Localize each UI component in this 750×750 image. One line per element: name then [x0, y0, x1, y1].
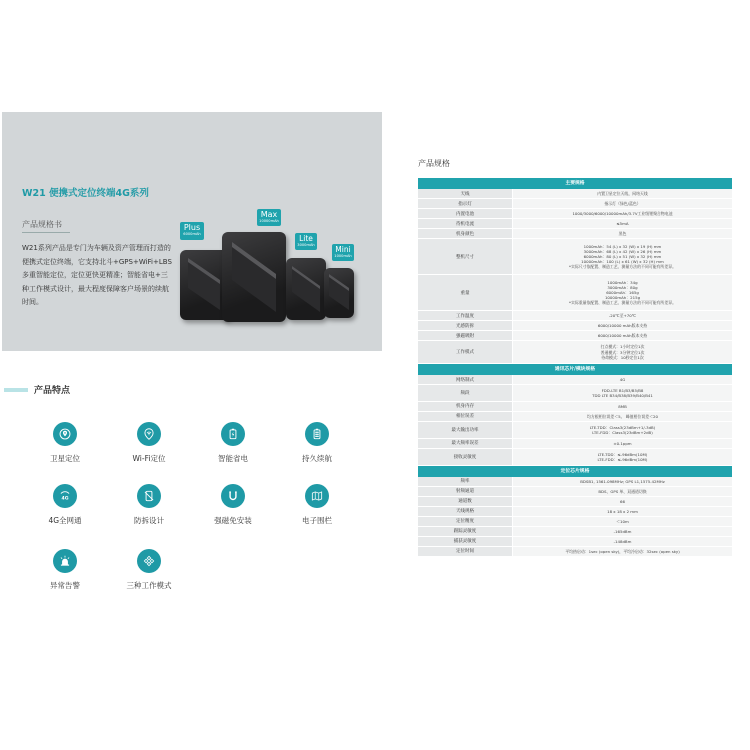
spec-section-header: 通讯芯片/模块规格: [418, 364, 732, 375]
spec-value-line: 6000mAh：80 (L) x 51 (W) x 32 (H) mm: [583, 253, 662, 259]
wifi-location-icon: [137, 422, 161, 446]
mini-capacity: 1000mAh: [334, 253, 352, 258]
spec-row: [418, 199, 732, 209]
spec-value-line: 8MB: [618, 403, 627, 409]
spec-value: [512, 219, 732, 228]
spec-row: [418, 547, 732, 557]
long-battery-icon: [305, 422, 329, 446]
max-capacity: 10000mAh: [259, 219, 279, 223]
spec-value-line: 4G: [619, 377, 626, 383]
spec-key: 机身内存: [418, 402, 512, 411]
spec-value: [512, 311, 732, 320]
device-lite: [286, 258, 326, 320]
spec-value-line: 3000mAh：80g: [607, 284, 638, 290]
spec-key: 定位精度: [418, 517, 512, 526]
feature-label: 异常告警: [50, 581, 80, 590]
spec-value-line: 1000mAh：34g: [607, 279, 638, 285]
spec-key: 捕获灵敏度: [418, 537, 512, 546]
spec-row: [418, 497, 732, 507]
feature-label: 防拆设计: [134, 516, 164, 525]
spec-row: [418, 219, 732, 229]
spec-key: 跟踪灵敏度: [418, 527, 512, 536]
feature-label: 持久续航: [302, 454, 332, 463]
spec-row: [418, 385, 732, 402]
product-hero-banner: [2, 112, 382, 351]
spec-key: 最大输出功率: [418, 422, 512, 438]
spec-value-line: 均方根相位误差＜5。 峰值相位误差＜20: [587, 413, 658, 419]
feature-label: 强磁免安装: [214, 516, 252, 525]
spec-sheet-subtitle: 产品规格书: [22, 220, 62, 229]
spec-value-line: FDD-LTE B1/B3/B5/B8: [601, 387, 644, 393]
spec-value-line: 黑色: [618, 230, 627, 236]
spec-value-line: 内置卫星定位天线，网络天线: [597, 190, 648, 196]
features-header: [2, 383, 382, 397]
spec-key: 光感防拆: [418, 321, 512, 330]
spec-row: [418, 527, 732, 537]
4g-network-icon: [53, 484, 77, 508]
spec-value-line: 平均热启动：1sec (open sky)，平均冷启动：32sec (open sky): [565, 548, 680, 554]
spec-row: [418, 375, 732, 385]
spec-value-line: -165dBm: [613, 528, 632, 534]
spec-key: 重量: [418, 275, 512, 310]
spec-row: [418, 422, 732, 439]
lite-capacity: 3000mAh: [297, 242, 315, 247]
device-max: [222, 232, 286, 322]
feature-label: Wi-Fi定位: [132, 454, 166, 463]
spec-key: 频段: [418, 385, 512, 401]
alarm-icon: [53, 549, 77, 573]
spec-value: [512, 439, 732, 448]
device-mini: [324, 268, 354, 318]
spec-value: [512, 527, 732, 536]
spec-key: 网络制式: [418, 375, 512, 384]
spec-value: [512, 517, 732, 526]
spec-row: [418, 341, 732, 364]
spec-section-header: 定位芯片规格: [418, 466, 732, 477]
spec-row: [418, 229, 732, 239]
feature-satellite: [25, 422, 105, 464]
spec-value: [512, 321, 732, 330]
spec-row: [418, 477, 732, 487]
spec-row: [418, 507, 732, 517]
anti-tamper-icon: [137, 484, 161, 508]
spec-value: [512, 537, 732, 546]
spec-value-line: LTE-TDD：Class3(23dBm+1/-3dB): [589, 424, 656, 430]
spec-value-line: 66: [620, 498, 625, 504]
spec-row: [418, 189, 732, 199]
spec-key: 待机电流: [418, 219, 512, 228]
spec-value-line: TDD LTE B34/B38/B39/B40/B41: [592, 393, 653, 399]
spec-value-line: 6000mAh：165g: [606, 289, 639, 295]
spec-row: [418, 537, 732, 547]
mini-model-tag: [332, 244, 354, 261]
spec-value-line: LTE-TDD：≤-96dBm(10M): [597, 451, 648, 457]
mini-model-name: Mini: [335, 245, 351, 254]
spec-row: [418, 402, 732, 412]
spec-value-line: 10000mAh：215g: [604, 295, 641, 301]
spec-row: [418, 517, 732, 527]
feature-label: 卫星定位: [50, 454, 80, 463]
spec-key: 内置电池: [418, 209, 512, 218]
features-title: 产品特点: [34, 386, 71, 396]
spec-key: 定位时间: [418, 547, 512, 556]
feature-wifi: [109, 422, 189, 464]
spec-value: [512, 497, 732, 506]
spec-value-line: ≤5mA: [616, 220, 629, 226]
spec-value: [512, 477, 732, 486]
lite-model-name: Lite: [299, 234, 313, 243]
spec-value-line: 待命模式：10秒定位1次: [601, 354, 644, 360]
spec-value: [512, 547, 732, 556]
work-modes-icon: [137, 549, 161, 573]
spec-value-line: 6000/10000 mAh版本支持: [597, 322, 648, 328]
spec-row: [418, 321, 732, 331]
feature-alarm: [25, 549, 105, 591]
features-accent-bar: [4, 388, 28, 392]
battery-saving-icon: [221, 422, 245, 446]
spec-value: [512, 229, 732, 238]
spec-table: [418, 178, 732, 557]
spec-value-line: 1000mAh：54 (L) x 32 (W) x 19 (H) mm: [583, 243, 662, 249]
spec-value-line: -148dBm: [613, 538, 632, 544]
feature-label: 电子围栏: [302, 516, 332, 525]
spec-value-line: *实际重量依配置、制造工艺、测量方法的不同可能有所差异。: [569, 300, 676, 306]
spec-value: [512, 402, 732, 411]
spec-value-line: *实际尺寸依配置、制造工艺、测量方法的不同可能有所差异。: [569, 264, 676, 270]
plus-capacity: 6000mAh: [183, 232, 201, 236]
spec-key: 频率: [418, 477, 512, 486]
spec-row: [418, 487, 732, 497]
spec-key: 整机尺寸: [418, 239, 512, 274]
spec-row: [418, 239, 732, 275]
max-model-name: Max: [260, 210, 278, 219]
spec-key: 天线规格: [418, 507, 512, 516]
subtitle-divider: [22, 232, 70, 233]
spec-value: [512, 487, 732, 496]
spec-value-line: LTE-FDD：Class3(23dBm+2dB): [592, 429, 653, 435]
spec-key: 通道数: [418, 497, 512, 506]
spec-value-line: ±0.1ppm: [613, 440, 632, 446]
spec-row: [418, 449, 732, 466]
feature-anti-tamper: [109, 484, 189, 526]
feature-geofence: [277, 484, 357, 526]
spec-value-line: -20℃至+70℃: [608, 312, 637, 318]
feature-magnet: [193, 484, 273, 526]
spec-value-line: 18 x 18 x 2 mm: [607, 508, 638, 514]
spec-value: [512, 412, 732, 421]
spec-row: [418, 275, 732, 311]
spec-value: [512, 507, 732, 516]
spec-key: 指示灯: [418, 199, 512, 208]
spec-value-line: BDSB1, 1561.098MHz; GPS L1,1575.42MHz: [580, 478, 665, 484]
spec-value-line: ＜10m: [616, 518, 629, 524]
spec-value: [512, 331, 732, 340]
product-series-title: W21 便携式定位终端4G系列: [22, 188, 149, 199]
spec-value: [512, 422, 732, 438]
plus-model-name: Plus: [183, 223, 201, 232]
plus-model-tag: [180, 222, 204, 240]
spec-value-line: 1000/3000/6000/10000mAh/3.7V工业级锂聚合物电池: [572, 210, 673, 216]
spec-key: 射频通道: [418, 487, 512, 496]
spec-key: 最大频率误差: [418, 439, 512, 448]
satellite-location-icon: [53, 422, 77, 446]
spec-value: [512, 341, 732, 363]
spec-value: [512, 199, 732, 208]
spec-value-line: 指示灯（绿色/蓝色）: [604, 200, 641, 206]
geofence-map-icon: [305, 484, 329, 508]
spec-key: 工作模式: [418, 341, 512, 363]
spec-value: [512, 449, 732, 465]
product-description: W21系列产品是专门为车辆及资产管理而打造的便携式定位终端，它支持北斗+GPS+WiFi+LBS多重智能定位，定位更快更精准；智能省电+三种工作模式设计，最大程度保障客户场景的续航时间。: [22, 244, 172, 307]
spec-key: 天线: [418, 189, 512, 198]
spec-row: [418, 412, 732, 422]
spec-title: 产品规格: [418, 159, 450, 168]
spec-value-line: 10000mAh：100 (L) x 61 (W) x 32 (H) mm: [581, 259, 664, 265]
magnet-icon: [221, 484, 245, 508]
spec-value: [512, 375, 732, 384]
spec-key: 工作温度: [418, 311, 512, 320]
lite-model-tag: [295, 233, 317, 250]
svg-text:4G: 4G: [61, 496, 69, 502]
spec-value: [512, 239, 732, 274]
spec-value-line: 6000/10000 mAh版本支持: [597, 332, 648, 338]
feature-label: 三种工作模式: [126, 581, 172, 590]
spec-key: 相位误差: [418, 412, 512, 421]
spec-row: [418, 311, 732, 321]
spec-value: [512, 275, 732, 310]
spec-value: [512, 189, 732, 198]
spec-key: 接收灵敏度: [418, 449, 512, 465]
feature-label: 4G全网通: [48, 516, 82, 525]
spec-row: [418, 439, 732, 449]
spec-value: [512, 209, 732, 218]
spec-section-header: 主要规格: [418, 178, 732, 189]
spec-row: [418, 331, 732, 341]
feature-battery-saving: [193, 422, 273, 464]
max-model-tag: [257, 209, 281, 226]
spec-key: 机身颜色: [418, 229, 512, 238]
feature-work-modes: [109, 549, 189, 591]
spec-value-line: BDS、GPS 单、双通道切换: [598, 488, 647, 494]
spec-value-line: 3000mAh：68 (L) x 42 (W) x 26 (H) mm: [583, 248, 662, 254]
spec-value: [512, 385, 732, 401]
feature-4g: [25, 484, 105, 526]
spec-value-line: 普通模式：3分钟定位1次: [600, 349, 645, 355]
feature-label: 智能省电: [218, 454, 248, 463]
spec-row: [418, 209, 732, 219]
feature-long-battery: [277, 422, 357, 464]
spec-value-line: LTE-FDD：≤-96dBm(10M): [597, 456, 648, 462]
spec-value-line: 打点模式：1小时定位1次: [600, 344, 645, 350]
spec-key: 强磁吸附: [418, 331, 512, 340]
